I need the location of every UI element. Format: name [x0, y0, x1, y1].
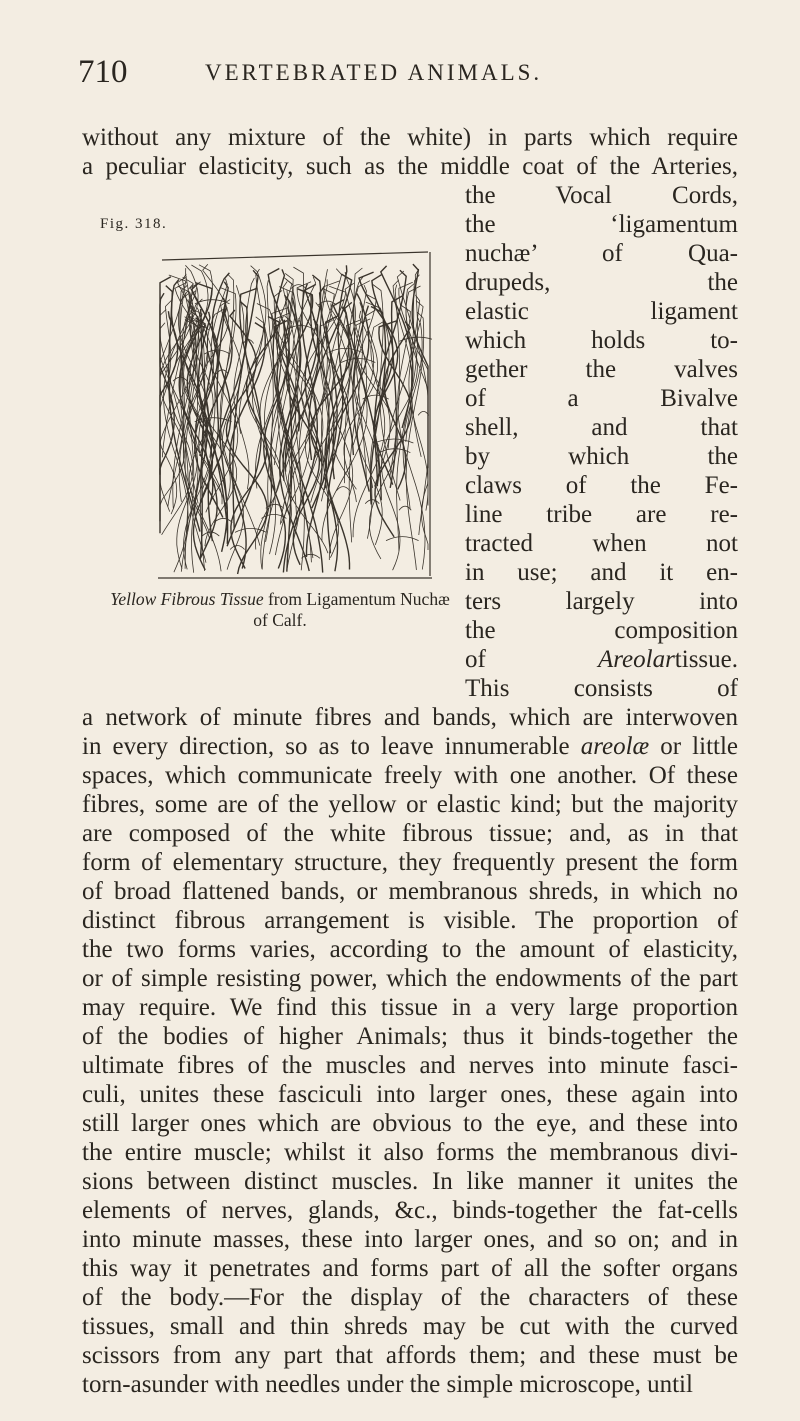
text-line: still larger ones which are obvious to the eye, and these into [82, 1110, 738, 1137]
text-line: of the body.—For the display of the characters of these [82, 1284, 738, 1311]
text-line: distinct fibrous arrangement is visible. The proportion of [82, 907, 738, 934]
text-line: spaces, which communicate freely with one another. Of these [82, 762, 738, 789]
text-line: a peculiar elasticity, such as the middle coat of the Arteries, [82, 153, 738, 180]
text-line: the two forms varies, according to the amount of elasticity, [82, 936, 738, 963]
text-line: which holds to- [465, 327, 738, 354]
text-line: scissors from any part that affords them; and these must be [82, 1342, 738, 1369]
text-line: drupeds, the [465, 269, 738, 296]
running-title: VERTEBRATED ANIMALS. [205, 60, 543, 85]
text-line: torn-asunder with needles under the simple microscope, until [82, 1371, 693, 1398]
text-line: this way it penetrates and forms part of all the softer organs [82, 1255, 738, 1282]
text-line [82, 733, 738, 761]
text-line: culi, unites these fasciculi into larger ones, these again into [82, 1081, 738, 1108]
figure-caption [95, 589, 465, 631]
caption-italic: Yellow Fibrous Tissue [110, 589, 264, 609]
text-line: into minute masses, these into larger ones, and so on; and in [82, 1226, 738, 1253]
text-line: of the bodies of higher Animals; thus it binds-together the [82, 1023, 738, 1050]
text-line: nuchæ’ of Qua- [465, 240, 738, 267]
caption-text: from Ligamentum Nuchæ [267, 589, 450, 609]
text-line: ultimate fibres of the muscles and nerves into minute fasci- [82, 1052, 738, 1079]
text-line: are composed of the white fibrous tissue; and, as in that [82, 820, 738, 847]
text-line: line tribe are re- [465, 501, 738, 528]
text-line: without any mixture of the white) in parts which require [82, 124, 738, 151]
running-head [0, 54, 800, 94]
text-line: elastic ligament [465, 298, 738, 325]
text-line: sions between distinct muscles. In like manner it unites the [82, 1168, 738, 1195]
text-line: shell, and that [465, 414, 738, 441]
text-line: a network of minute fibres and bands, which are interwoven [82, 704, 738, 731]
text-line: the ‘ligamentum [465, 211, 738, 238]
text-line: of a Bivalve [465, 385, 738, 412]
text-line: or of simple resisting power, which the endowments of the part [82, 965, 738, 992]
caption-text: of Calf. [253, 610, 307, 630]
text-line: fibres, some are of the yellow or elastic kind; but the majority [82, 791, 738, 818]
text-line: by which the [465, 443, 738, 470]
text-line: in use; and it en- [465, 559, 738, 586]
text-italic: areolæ [580, 733, 650, 760]
text-line: may require. We find this tissue in a very large proportion [82, 994, 738, 1021]
text-run: in every direction, so as to leave innumerable [82, 733, 570, 760]
text-run: or little [660, 733, 739, 760]
text-line: claws of the Fe- [465, 472, 738, 499]
text-line: elements of nerves, glands, &c., binds-together the fat-cells [82, 1197, 738, 1224]
text-run: tissue. [674, 646, 738, 673]
figure-label: Fig. 318. [100, 216, 168, 232]
text-line: This consists of [465, 675, 738, 702]
text-run: of [465, 646, 486, 673]
fibrous-tissue-illustration [158, 246, 432, 582]
text-line: ters largely into [465, 588, 738, 615]
text-line: the Vocal Cords, [465, 182, 738, 209]
page-number: 710 [78, 54, 128, 90]
text-line: the entire muscle; whilst it also forms the membranous divi- [82, 1139, 738, 1166]
text-line: the composition [465, 617, 738, 644]
text-line: gether the valves [465, 356, 738, 383]
text-line: tissues, small and thin shreds may be cut with the curved [82, 1313, 738, 1340]
text-line: form of elementary structure, they frequently present the form [82, 849, 738, 876]
text-line: tracted when not [465, 530, 738, 557]
text-italic: Areolar [597, 646, 675, 673]
text-line: of broad flattened bands, or membranous shreds, in which no [82, 878, 738, 905]
text-line [465, 646, 738, 674]
